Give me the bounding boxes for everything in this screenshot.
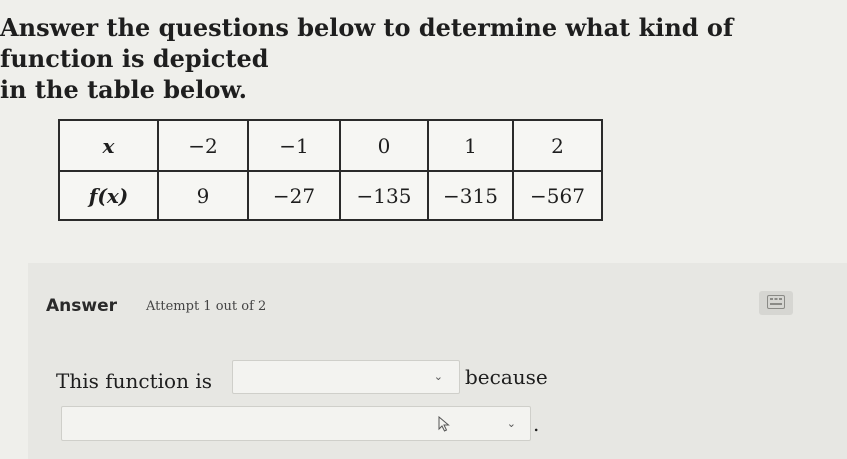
table-cell: −567 (513, 171, 602, 220)
sentence-because: because (465, 365, 548, 389)
question-line-1: Answer the questions below to determine what kind of function is depicted (0, 13, 734, 73)
sentence-period: . (533, 412, 540, 436)
reason-dropdown[interactable] (61, 406, 531, 441)
table-cell: −2 (158, 120, 248, 171)
attempt-counter: Attempt 1 out of 2 (146, 299, 267, 314)
sentence-start: This function is (56, 369, 212, 393)
mouse-cursor-icon (438, 416, 450, 432)
table-cell: 2 (513, 120, 602, 171)
table-header-x: x (59, 120, 158, 171)
table-row-x (59, 120, 602, 171)
function-type-dropdown[interactable] (232, 360, 460, 394)
chevron-down-icon: ⌄ (506, 417, 516, 430)
chevron-down-icon: ⌄ (433, 370, 443, 383)
table-cell: 1 (428, 120, 513, 171)
keypad-icon (767, 295, 785, 309)
table-header-fx: f(x) (59, 171, 158, 220)
table-cell: −27 (248, 171, 340, 220)
answer-panel (28, 263, 847, 459)
answer-label: Answer (46, 296, 117, 316)
question-line-2: in the table below. (0, 75, 248, 104)
table-cell: −1 (248, 120, 340, 171)
question-text (0, 12, 845, 105)
function-table (58, 119, 603, 221)
table-cell: −135 (340, 171, 428, 220)
table-cell: 0 (340, 120, 428, 171)
table-cell: 9 (158, 171, 248, 220)
table-cell: −315 (428, 171, 513, 220)
table-row-fx (59, 171, 602, 220)
keypad-button[interactable] (759, 291, 793, 315)
